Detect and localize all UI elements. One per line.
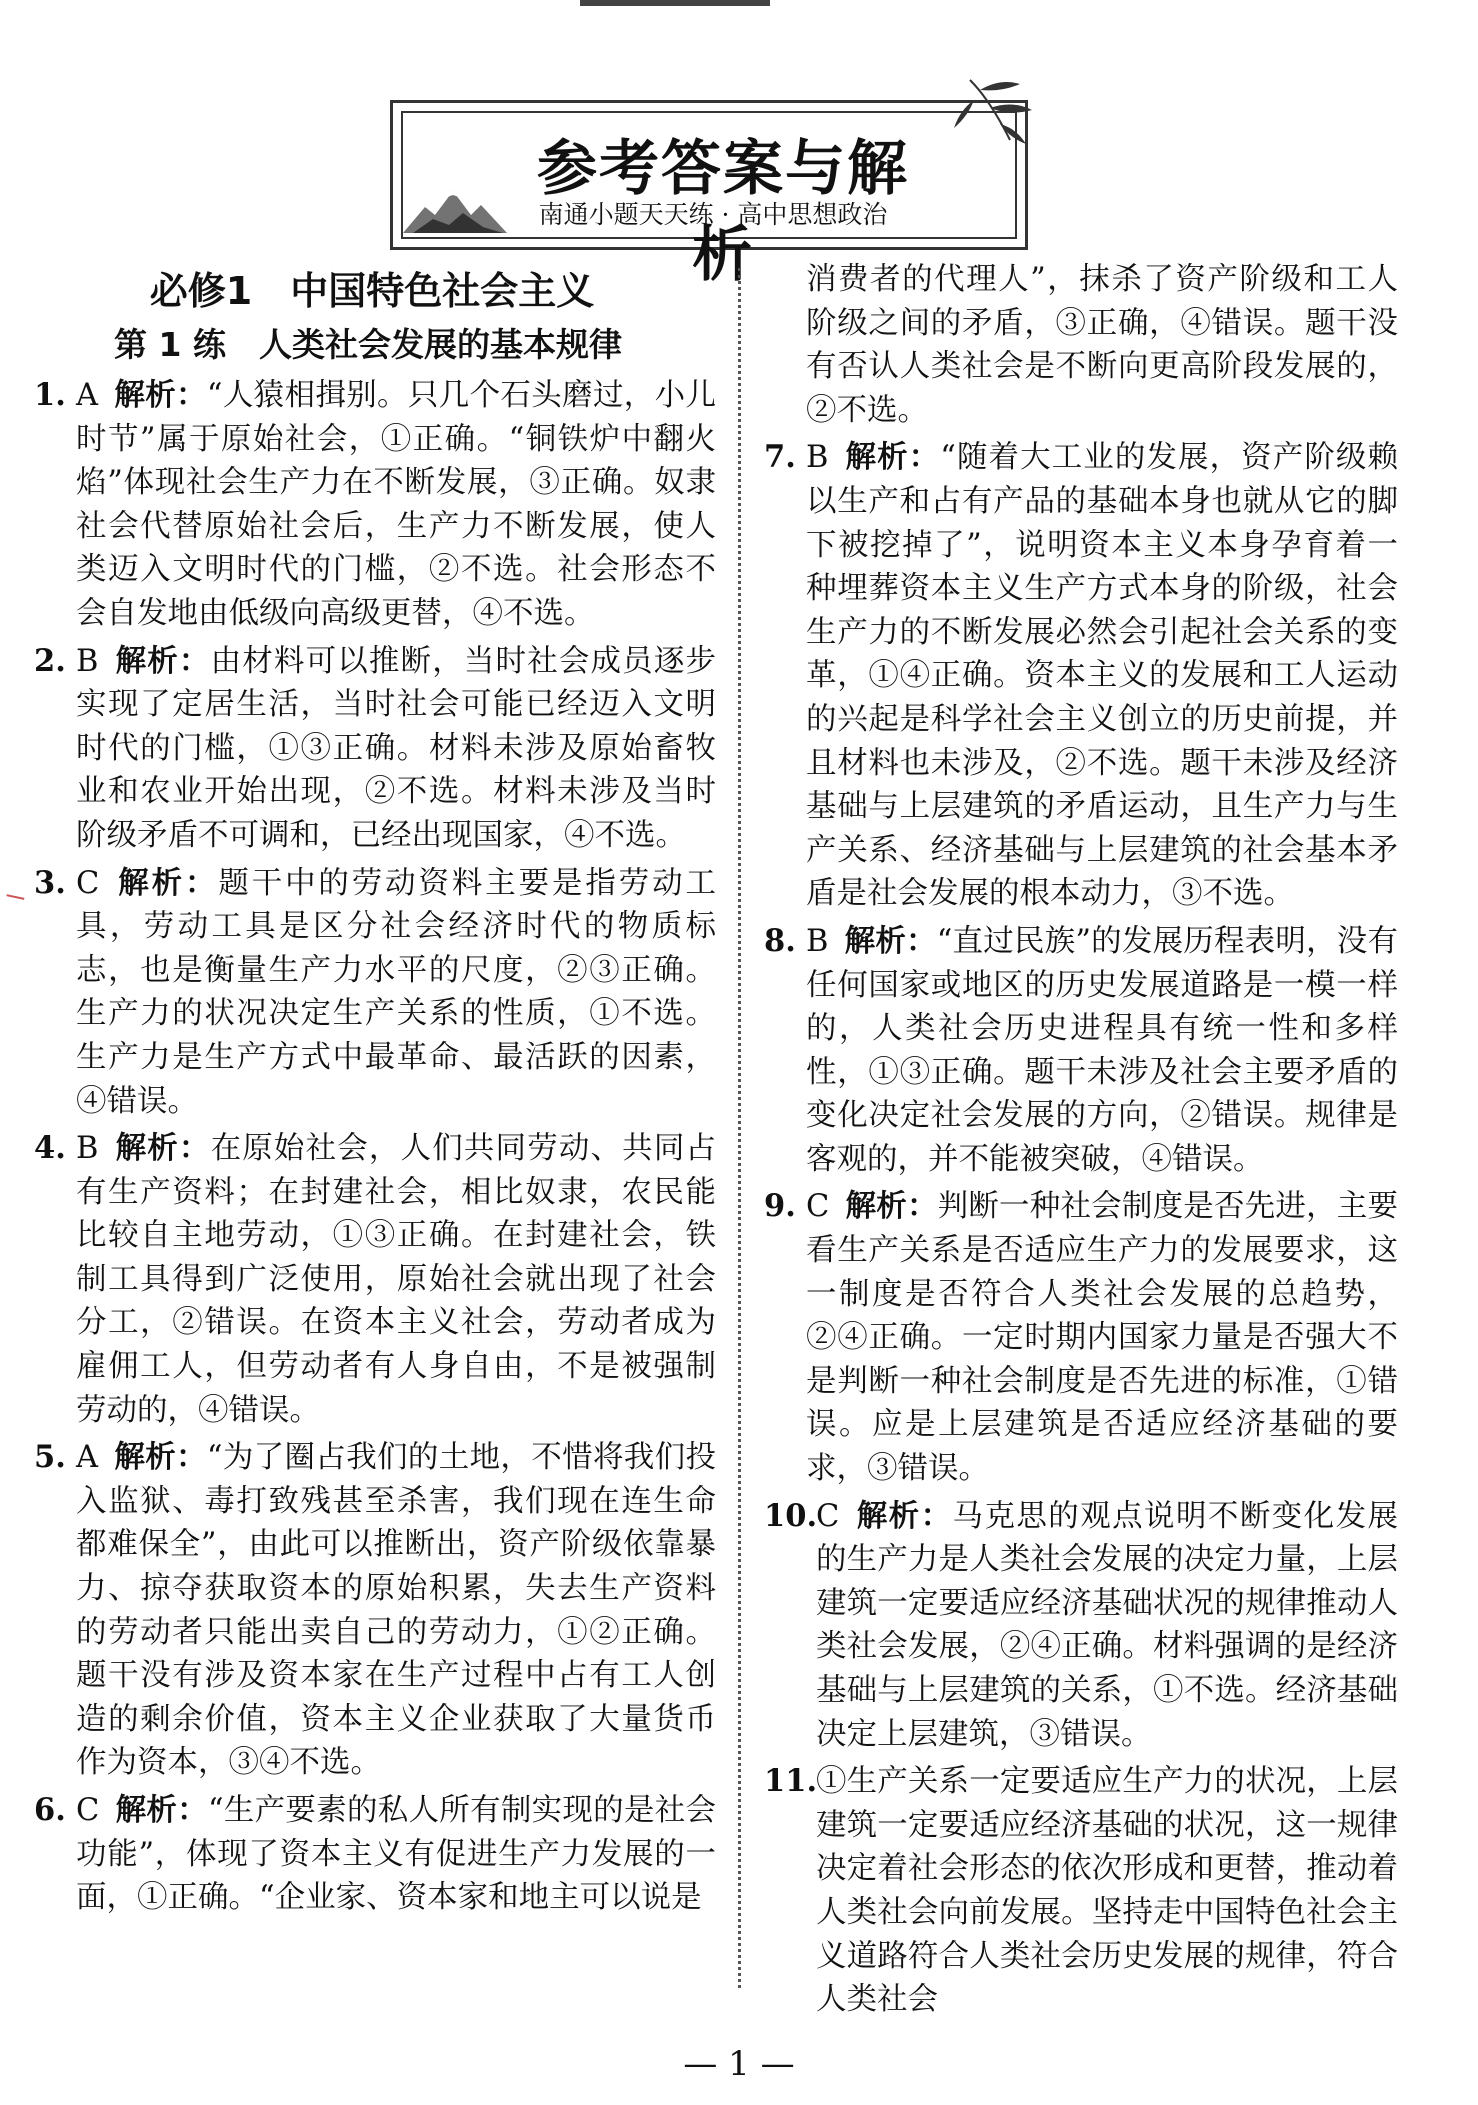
item-number: 11. <box>764 1763 818 1800</box>
analysis-label: 解析： <box>845 1189 938 1225</box>
item-answer: B <box>806 440 829 476</box>
analysis-label: 解析： <box>114 643 211 679</box>
item-answer: B <box>806 923 829 959</box>
item-text: “直过民族”的发展历程表明，没有任何国家或地区的历史发展道路是一模一样的，人类社会历史进程具有统一性和多样性，①③正确。题干未涉及社会主要矛盾的变化决定社会发展的方向，②错误。规律是客观的，并不能被突破，④错误。 <box>806 923 1399 1177</box>
item-answer: C <box>816 1498 840 1534</box>
item-text: “随着大工业的发展，资产阶级赖以生产和占有产品的基础本身也就从它的脚下被挖掉了”，说明资本主义本身孕育着一种埋葬资本主义生产方式本身的阶级，社会生产力的不断发展必然会引起社会关系的变革，①④正确。资本主义的发展和工人运动的兴起是科学社会主义创立的历史前提，并且材料也未涉及，②不选。题干未涉及经济基础与上层建筑的矛盾运动，且生产力与生产关系、经济基础与上层建筑的社会基本矛盾是社会发展的根本动力，③不选。 <box>806 440 1399 912</box>
item-text: “为了圈占我们的土地，不惜将我们投入监狱、毒打致残甚至杀害，我们现在连生命都难保全”，由此可以推断出，资产阶级依靠暴力、掠夺获取资本的原始积累，失去生产资料的劳动者只能出卖自己的劳动力，①②正确。题干没有涉及资本家在生产过程中占有工人创造的剩余价值，资本主义企业获取了大量货币作为资本，③④不选。 <box>76 1440 716 1781</box>
answer-item <box>28 374 716 636</box>
item-answer: B <box>76 1131 99 1167</box>
item-number: 2. <box>34 642 66 679</box>
answer-item <box>758 920 1398 1182</box>
item-text: ①生产关系一定要适应生产力的状况，上层建筑一定要适应经济基础的状况，这一规律决定着社会形态的依次形成和更替，推动着人类社会向前发展。坚持走中国特色社会主义道路符合人类社会历史发展的规律，符合人类社会 <box>816 1764 1398 2018</box>
analysis-label: 解析： <box>114 1131 211 1167</box>
analysis-label: 解析： <box>844 923 937 959</box>
left-column <box>28 258 716 1924</box>
answer-item <box>758 436 1398 916</box>
item-number: 9. <box>764 1188 796 1225</box>
analysis-label: 解析： <box>844 440 941 476</box>
banner-subtitle: 南通小题天天练 · 高中思想政治 <box>538 200 888 229</box>
item-number: 4. <box>34 1130 66 1167</box>
analysis-label: 解析： <box>114 1440 207 1476</box>
item-number: 6. <box>34 1792 66 1828</box>
item-number: 1. <box>34 377 66 413</box>
item-number: 5. <box>34 1439 66 1476</box>
item-number: 10. <box>764 1497 818 1534</box>
answer-item <box>28 1436 716 1785</box>
mountain-decoration-icon <box>403 185 513 235</box>
answer-item <box>758 1760 1398 2022</box>
item-text: 在原始社会，人们共同劳动、共同占有生产资料；在封建社会，相比奴隶，农民能比较自主地劳动，①③正确。在封建社会，铁制工具得到广泛使用，原始社会就出现了社会分工，②错误。在资本主义社会，劳动者成为雇佣工人，但劳动者有人身自由，不是被强制劳动的，④错误。 <box>76 1131 717 1428</box>
analysis-label: 解析： <box>114 378 207 413</box>
banner-title: 参考答案与解析 <box>537 134 909 290</box>
item-number: 7. <box>764 439 796 476</box>
margin-pen-mark <box>6 894 25 904</box>
answer-item <box>758 1185 1398 1490</box>
chapter-title: 必修1 中国特色社会主义 <box>149 269 595 313</box>
item-answer: B <box>76 643 99 679</box>
item-text: “人猿相揖别。只几个石头磨过，小儿时节”属于原始社会，①正确。“铜铁炉中翻火焰”体现社会生产力在不断发展，③正确。奴隶社会代替原始社会后，生产力不断发展，使人类迈入文明时代的门槛，②不选。社会形态不会自发地由低级向高级更替，④不选。 <box>76 378 716 631</box>
column-divider <box>738 268 741 1988</box>
item-answer: C <box>806 1189 830 1225</box>
item-answer: C <box>76 1793 100 1828</box>
item-text: 判断一种社会制度是否先进，主要看生产关系是否适应生产力的发展要求，这一制度是否符合人类社会发展的总趋势，②④正确。一定时期内国家力量是否强大不是判断一种社会制度是否先进的标准，①错误。应是上层建筑是否适应经济基础的要求，③错误。 <box>806 1189 1398 1487</box>
answer-item <box>758 1495 1398 1757</box>
item-text: 题干中的劳动资料主要是指劳动工具，劳动工具是区分社会经济时代的物质标志，也是衡量生产力水平的尺度，②③正确。生产力的状况决定生产关系的性质，①不选。生产力是生产方式中最革命、最活跃的因素，④错误。 <box>76 865 717 1119</box>
top-edge-mark <box>580 0 770 6</box>
item-answer: A <box>76 1440 99 1476</box>
item-number: 8. <box>764 922 796 959</box>
item-answer: C <box>76 865 100 901</box>
item-text: 由材料可以推断，当时社会成员逐步实现了定居生活，当时社会可能已经迈入文明时代的门槛，①③正确。材料未涉及原始畜牧业和农业开始出现，②不选。材料未涉及当时阶级矛盾不可调和，已经出现国家，④不选。 <box>76 643 717 853</box>
item-continuation: 消费者的代理人”，抹杀了资产阶级和工人阶级之间的矛盾，③正确，④错误。题干没有否认人类社会是不断向更高阶段发展的，②不选。 <box>806 262 1398 428</box>
answer-item <box>28 1789 716 1920</box>
bamboo-leaf-icon <box>950 70 1040 160</box>
analysis-label: 解析： <box>115 1793 208 1828</box>
analysis-label: 解析： <box>855 1498 953 1534</box>
answer-item <box>28 1127 716 1432</box>
page-number: — 1 — <box>683 2044 795 2084</box>
analysis-label: 解析： <box>115 865 219 901</box>
section-title: 第 1 练 人类社会发展的基本规律 <box>114 325 622 364</box>
item-answer: A <box>76 378 99 413</box>
right-column <box>758 258 1398 2026</box>
item-number: 3. <box>34 864 66 901</box>
item-text: 马克思的观点说明不断变化发展的生产力是人类社会发展的决定力量，上层建筑一定要适应经济基础状况的规律推动人类社会发展，②④正确。材料强调的是经济基础与上层建筑的关系，①不选。经济基础决定上层建筑，③错误。 <box>816 1498 1399 1752</box>
title-banner <box>390 100 1028 290</box>
item-text: “生产要素的私人所有制实现的是社会功能”，体现了资本主义有促进生产力发展的一面，①正确。“企业家、资本家和地主可以说是 <box>76 1793 717 1916</box>
answer-item <box>28 640 716 858</box>
answer-item <box>28 862 716 1124</box>
